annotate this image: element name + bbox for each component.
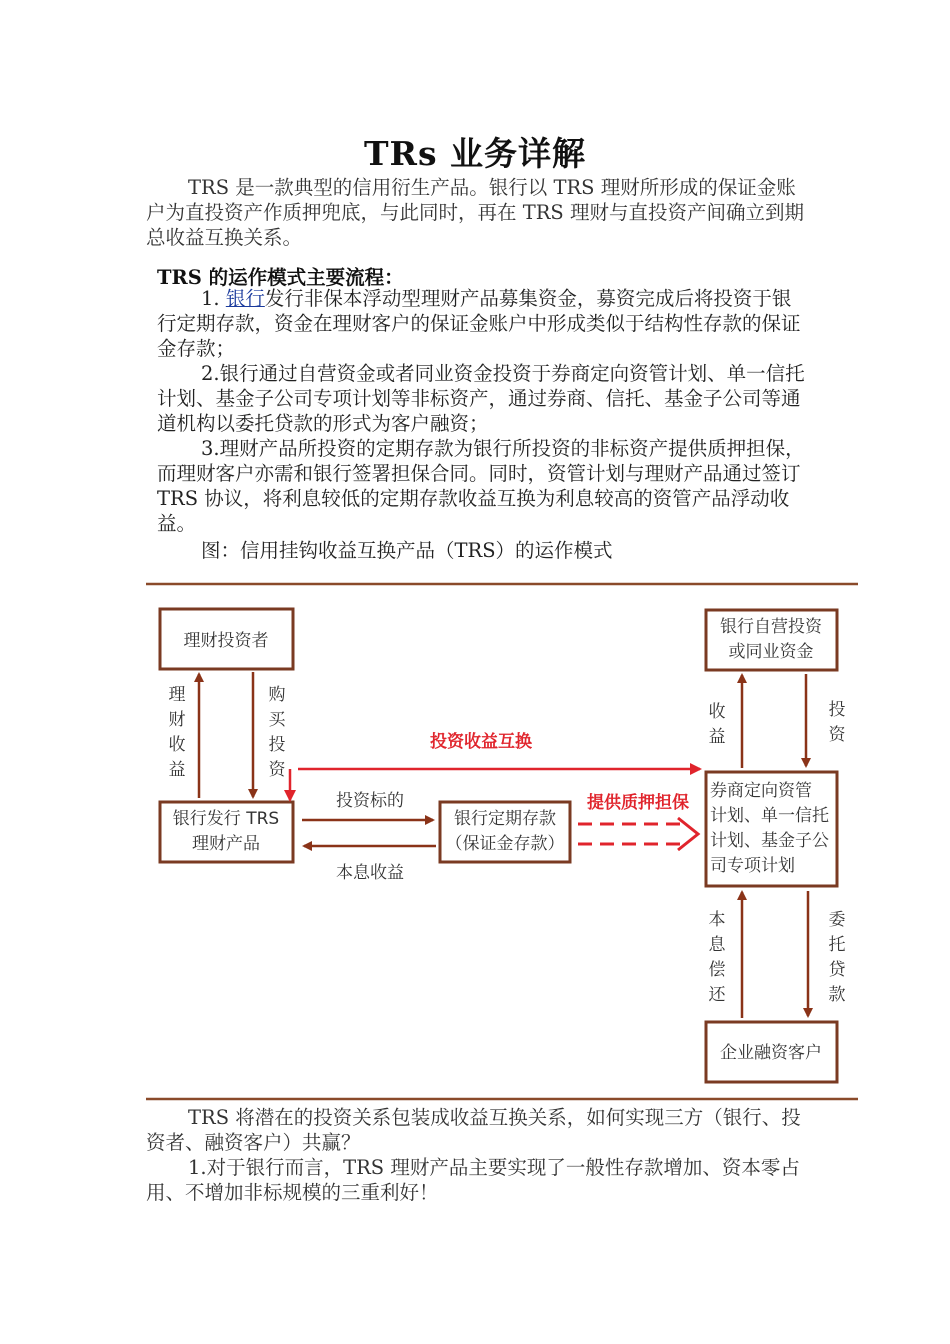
label-loan-3: 贷: [828, 960, 846, 980]
label-invest-2: 资: [828, 725, 846, 745]
box-bank-funds-line2: 或同业资金: [728, 642, 814, 662]
label-invest-1: 投: [828, 700, 846, 720]
intro-paragraph: TRS 是一款典型的信用衍生产品。银行以 TRS 理财所形成的保证金账户为直投资产作质押兜底，与此同时，再在 TRS 理财与直投资产间确立到期总收益互换关系。: [146, 176, 804, 249]
step-1-number: 1.: [201, 287, 226, 310]
bank-link[interactable]: 银行: [225, 287, 265, 310]
label-loan-1: 委: [828, 910, 846, 930]
label-return-income-1: 理: [168, 685, 186, 705]
label-buy-invest-4: 资: [268, 760, 286, 780]
figure-caption: 图：信用挂钩收益互换产品（TRS）的运作模式: [201, 539, 613, 562]
box-investor-label: 理财投资者: [183, 631, 269, 651]
label-return-income-2: 财: [168, 710, 186, 730]
document-title: TRs 业务详解: [363, 134, 587, 173]
label-loan-4: 款: [828, 985, 846, 1005]
box-asset-plans-line2: 计划、单一信托: [710, 806, 829, 826]
box-trs-product-line1: 银行发行 TRS: [172, 809, 280, 829]
label-income-2: 益: [708, 727, 726, 747]
step-1-text: 发行非保本浮动型理财产品募集资金，募资完成后将投资于银行定期存款，资金在理财客户的保证金账户中形成类似于结构性存款的保证金存款；: [157, 287, 801, 360]
label-principal-interest: 本息收益: [336, 863, 404, 883]
box-trs-product-line2: 理财产品: [192, 834, 260, 854]
benefit-1: 1.对于银行而言，TRS 理财产品主要实现了一般性存款增加、资本零占用、不增加非标规模的三重利好！: [146, 1156, 800, 1204]
label-buy-invest-3: 投: [268, 735, 286, 755]
label-invest-target: 投资标的: [336, 791, 404, 811]
label-repay-4: 还: [708, 985, 726, 1005]
box-corporate-client-label: 企业融资客户: [720, 1043, 822, 1063]
label-pledge: 提供质押担保: [587, 793, 689, 813]
label-return-income-3: 收: [168, 735, 186, 755]
label-buy-invest-2: 买: [268, 710, 286, 730]
label-repay-1: 本: [708, 910, 726, 930]
pledge-arrowhead: [678, 818, 698, 850]
box-asset-plans-line4: 司专项计划: [710, 856, 795, 876]
label-buy-invest-1: 购: [268, 685, 286, 705]
box-asset-plans-line3: 计划、基金子公: [710, 831, 829, 851]
box-asset-plans-line1: 券商定向资管: [710, 781, 812, 801]
section-heading: TRS 的运作模式主要流程：: [157, 266, 404, 289]
step-3: 3.理财产品所投资的定期存款为银行所投资的非标资产提供质押担保，而理财客户亦需和银行签署担保合同。同时，资管计划与理财产品通过签订 TRS 协议，将利息较低的定期存款收益互换为利息较高的资管产品浮动收益。: [157, 437, 805, 535]
box-time-deposit-line2: （保证金存款）: [445, 834, 565, 854]
box-time-deposit-line1: 银行定期存款: [454, 809, 556, 829]
label-repay-2: 息: [708, 935, 726, 955]
label-return-income-4: 益: [168, 760, 186, 780]
outro-section: [146, 1105, 814, 1205]
label-income-1: 收: [708, 702, 726, 722]
step-2: 2.银行通过自营资金或者同业资金投资于券商定向资管计划、单一信托计划、基金子公司专项计划等非标资产，通过券商、信托、基金子公司等通道机构以委托贷款的形式为客户融资；: [157, 362, 805, 435]
label-repay-3: 偿: [708, 960, 726, 980]
label-loan-2: 托: [828, 935, 846, 955]
label-swap: 投资收益互换: [430, 732, 532, 752]
box-bank-funds-line1: 银行自营投资: [720, 617, 822, 637]
outro-paragraph: TRS 将潜在的投资关系包装成收益互换关系，如何实现三方（银行、投资者、融资客户）共赢？: [146, 1106, 801, 1154]
